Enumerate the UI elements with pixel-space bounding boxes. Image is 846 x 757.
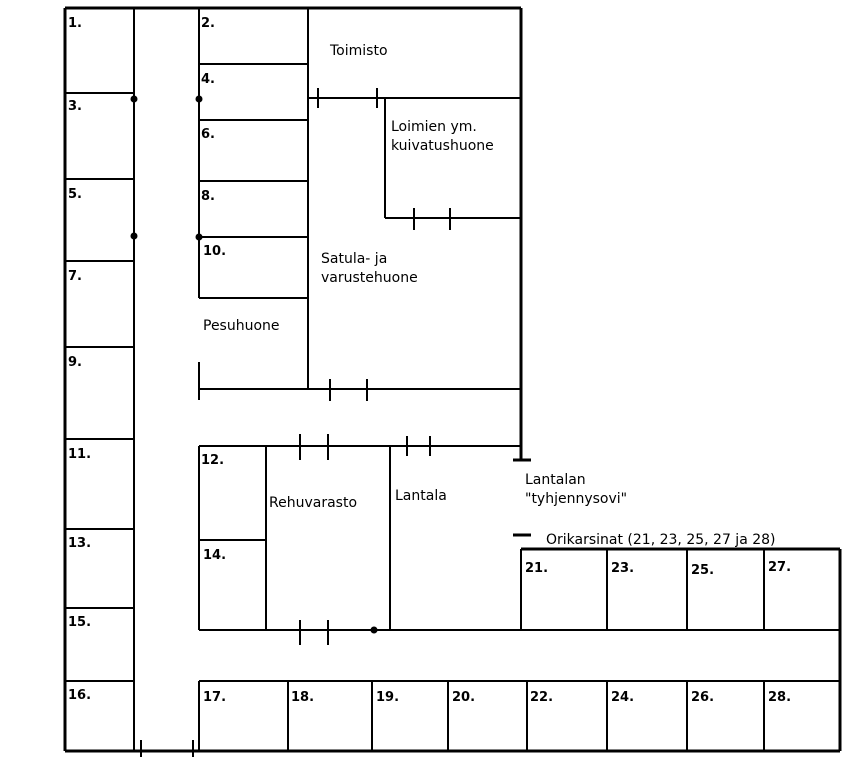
- stall-number: 3.: [68, 99, 82, 114]
- stall-number: 24.: [611, 690, 635, 705]
- interior-room-walls: [199, 8, 521, 400]
- stall-number: 20.: [452, 690, 476, 705]
- stall-number: 13.: [68, 536, 92, 551]
- stall-number: 5.: [68, 187, 82, 202]
- stall-number: 6.: [201, 127, 215, 142]
- room-label-tack-room: Satula- ja: [321, 251, 388, 267]
- stallion-pens-label: Orikarsinat (21, 23, 25, 27 ja 28): [546, 532, 776, 548]
- room-labels: [203, 43, 776, 548]
- stall-number: 17.: [203, 690, 227, 705]
- stallion-pens-row: [521, 549, 764, 630]
- room-label-drying-room: kuivatushuone: [391, 138, 494, 154]
- stall-number: 2.: [201, 16, 215, 31]
- stall-number: 11.: [68, 447, 92, 462]
- room-label-lantala: Lantala: [395, 488, 447, 504]
- stall-number: 9.: [68, 355, 82, 370]
- stall-number: 15.: [68, 615, 92, 630]
- stall-number: 10.: [203, 244, 227, 259]
- manure-gate-label: "tyhjennysovi": [525, 491, 628, 507]
- stall-number: 1.: [68, 16, 82, 31]
- manure-gate-label: Lantalan: [525, 472, 586, 488]
- room-label-tack-room: varustehuone: [321, 270, 418, 286]
- room-label-toimisto: Toimisto: [330, 43, 388, 59]
- stall-number: 21.: [525, 561, 549, 576]
- stall-number: 8.: [201, 189, 215, 204]
- stall-number: 22.: [530, 690, 554, 705]
- stall-number: 12.: [201, 453, 225, 468]
- stall-number: 14.: [203, 548, 227, 563]
- stall-number: 23.: [611, 561, 635, 576]
- room-label-drying-room: Loimien ym.: [391, 119, 477, 135]
- stall-number: 19.: [376, 690, 400, 705]
- room-label-pesuhuone: Pesuhuone: [203, 318, 280, 334]
- stall-number: 26.: [691, 690, 715, 705]
- stall-number: 28.: [768, 690, 792, 705]
- stall-number: 25.: [691, 563, 715, 578]
- room-label-rehuvarasto: Rehuvarasto: [269, 495, 358, 511]
- stall-number: 7.: [68, 269, 82, 284]
- stall-number: 18.: [291, 690, 315, 705]
- stall-number: 16.: [68, 688, 92, 703]
- stall-number: 4.: [201, 72, 215, 87]
- stall-number: 27.: [768, 560, 792, 575]
- left-stall-column: [65, 8, 138, 751]
